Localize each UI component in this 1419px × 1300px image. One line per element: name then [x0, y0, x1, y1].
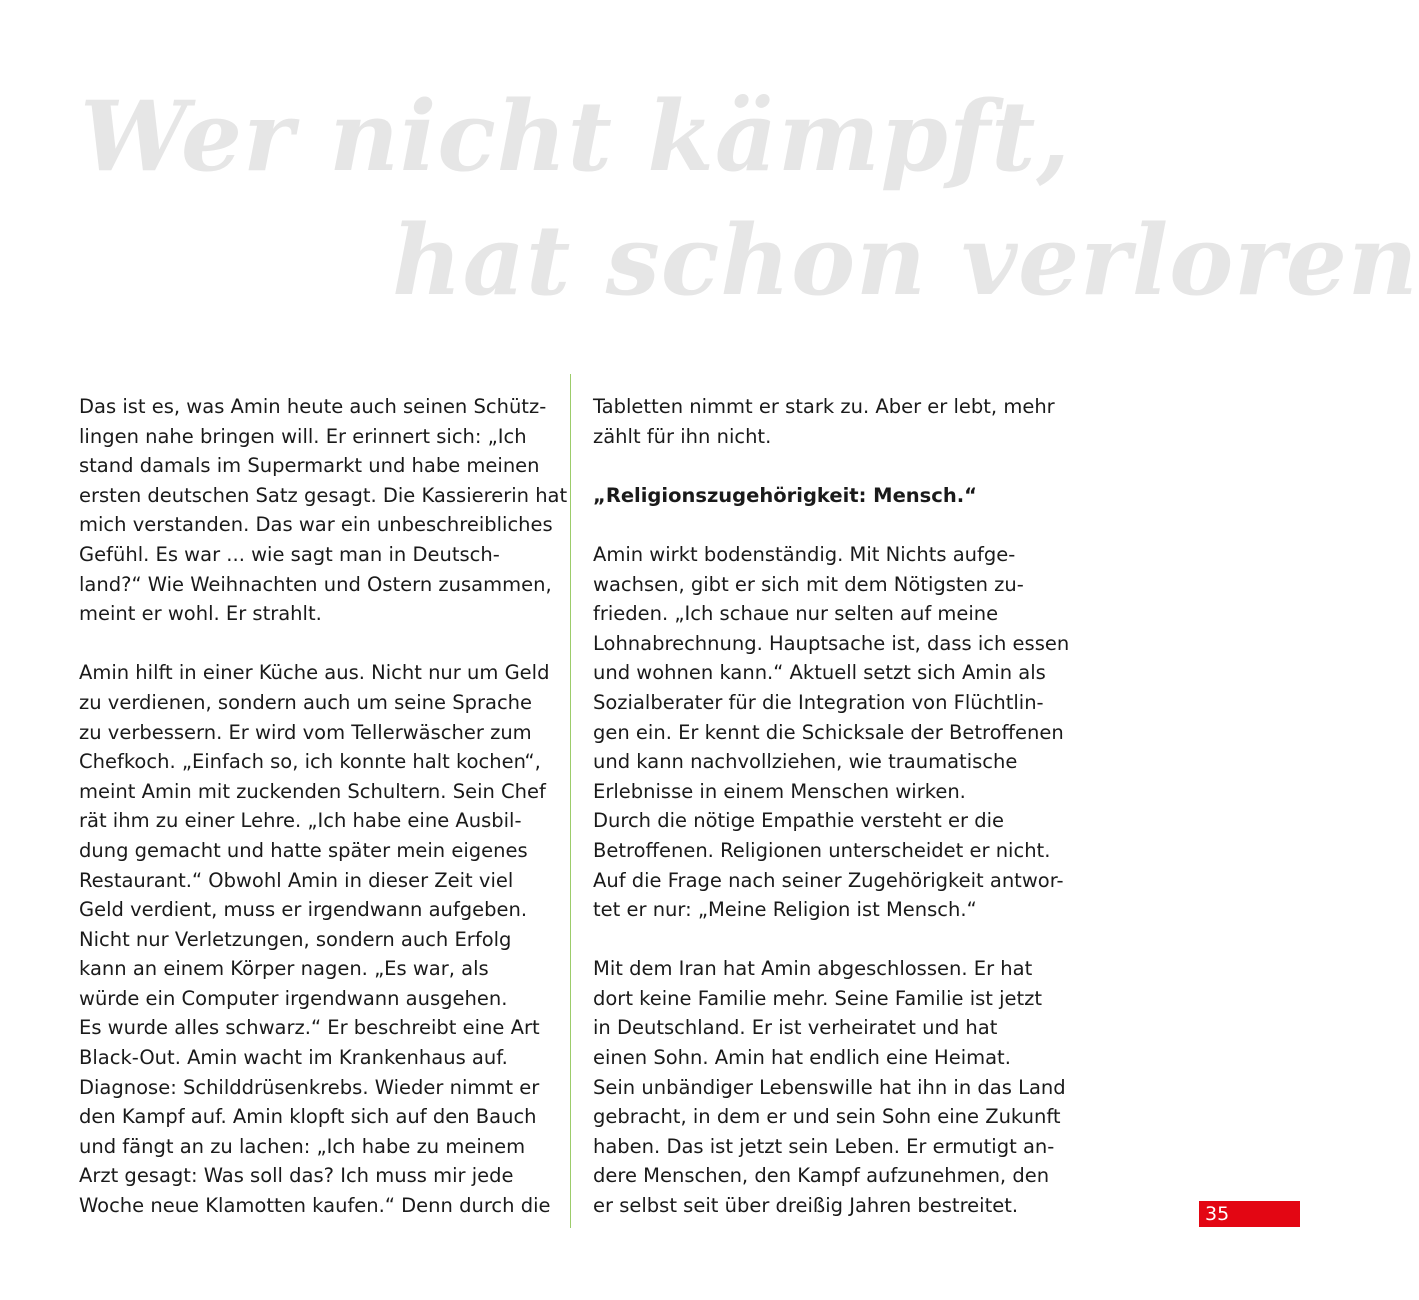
text-line: Auf die Frage nach seiner Zugehörigkeit antwor-	[593, 868, 1064, 892]
text-line: zählt für ihn nicht.	[593, 424, 772, 448]
text-line: würde ein Computer irgendwann ausgehen.	[79, 986, 508, 1010]
text-line: lingen nahe bringen will. Er erinnert sich: „Ich	[79, 424, 527, 448]
left-column	[79, 392, 568, 1221]
text-line: gen ein. Er kennt die Schicksale der Betroffenen	[593, 720, 1064, 744]
text-line: frieden. „Ich schaue nur selten auf meine	[593, 602, 999, 626]
paragraph	[593, 954, 1073, 1220]
column-divider	[570, 374, 571, 1228]
text-line: haben. Das ist jetzt sein Leben. Er ermutigt an-	[593, 1134, 1055, 1158]
text-line: und fängt an zu lachen: „Ich habe zu meinem	[79, 1134, 526, 1158]
text-line: dung gemacht und hatte später mein eigenes	[79, 838, 528, 862]
text-line: Erlebnisse in einem Menschen wirken.	[593, 779, 966, 803]
text-line: Nicht nur Verletzungen, sondern auch Erfolg	[79, 927, 512, 951]
text-line: zu verbessern. Er wird vom Tellerwäscher zum	[79, 720, 532, 744]
text-line: Chefkoch. „Einfach so, ich konnte halt kochen“,	[79, 750, 541, 774]
subheading-text: „Religionszugehörigkeit: Mensch.“	[593, 483, 977, 507]
text-line: meint er wohl. Er strahlt.	[79, 602, 322, 626]
paragraph	[79, 392, 568, 629]
text-line: Tabletten nimmt er stark zu. Aber er lebt, mehr	[593, 395, 1055, 418]
text-line: mich verstanden. Das war ein unbeschreibliches	[79, 513, 553, 537]
page-number: 35	[1205, 1203, 1230, 1225]
text-line: dere Menschen, den Kampf aufzunehmen, den	[593, 1164, 1050, 1188]
text-line: Durch die nötige Empathie versteht er die	[593, 809, 1004, 833]
text-line: rät ihm zu einer Lehre. „Ich habe eine Ausbil-	[79, 809, 522, 833]
text-line: Mit dem Iran hat Amin abgeschlossen. Er hat	[593, 957, 1033, 981]
text-line: Amin hilft in einer Küche aus. Nicht nur um Geld	[79, 661, 550, 685]
text-line: stand damals im Supermarkt und habe meinen	[79, 454, 540, 478]
text-line: tet er nur: „Meine Religion ist Mensch.“	[593, 898, 977, 922]
text-line: land?“ Wie Weihnachten und Ostern zusammen,	[79, 572, 552, 596]
text-line: kann an einem Körper nagen. „Es war, als	[79, 957, 489, 981]
text-line: und kann nachvollziehen, wie traumatische	[593, 750, 1018, 774]
text-line: dort keine Familie mehr. Seine Familie ist jetzt	[593, 986, 1043, 1010]
headline	[0, 0, 1419, 320]
section-subheading	[593, 481, 1073, 511]
text-line: einen Sohn. Amin hat endlich eine Heimat.	[593, 1046, 1011, 1070]
text-line: meint Amin mit zuckenden Schultern. Sein Chef	[79, 779, 546, 803]
paragraph	[593, 540, 1073, 925]
text-line: Woche neue Klamotten kaufen.“ Denn durch die	[79, 1194, 551, 1218]
text-line: ersten deutschen Satz gesagt. Die Kassiererin hat	[79, 483, 568, 507]
text-line: Gefühl. Es war ... wie sagt man in Deutsch-	[79, 542, 500, 566]
text-line: Amin wirkt bodenständig. Mit Nichts aufge-	[593, 542, 1016, 566]
right-column	[593, 392, 1073, 1221]
text-line: Sozialberater für die Integration von Flüchtlin-	[593, 690, 1044, 714]
text-line: und wohnen kann.“ Aktuell setzt sich Amin als	[593, 661, 1046, 685]
page-number-badge	[1199, 1201, 1300, 1227]
text-line: er selbst seit über dreißig Jahren bestreitet.	[593, 1194, 1019, 1218]
text-line: in Deutschland. Er ist verheiratet und hat	[593, 1016, 998, 1040]
text-line: Es wurde alles schwarz.“ Er beschreibt eine Art	[79, 1016, 540, 1040]
text-line: wachsen, gibt er sich mit dem Nötigsten zu-	[593, 572, 1024, 596]
text-line: Das ist es, was Amin heute auch seinen Schütz-	[79, 395, 547, 418]
text-line: gebracht, in dem er und sein Sohn eine Zukunft	[593, 1105, 1061, 1129]
text-line: Diagnose: Schilddrüsenkrebs. Wieder nimmt er	[79, 1075, 540, 1099]
text-line: Geld verdient, muss er irgendwann aufgeben.	[79, 898, 528, 922]
paragraph	[79, 658, 559, 1220]
text-line: zu verdienen, sondern auch um seine Sprache	[79, 690, 533, 714]
text-line: Restaurant.“ Obwohl Amin in dieser Zeit viel	[79, 868, 514, 892]
headline-line-2: hat schon verloren	[392, 204, 1419, 317]
text-line: Black-Out. Amin wacht im Krankenhaus auf.	[79, 1046, 508, 1070]
text-line: den Kampf auf. Amin klopft sich auf den Bauch	[79, 1105, 537, 1129]
text-line: Betroffenen. Religionen unterscheidet er nicht.	[593, 838, 1051, 862]
headline-line-1: Wer nicht kämpft,	[80, 80, 1071, 193]
paragraph	[593, 392, 1073, 451]
text-line: Lohnabrechnung. Hauptsache ist, dass ich essen	[593, 631, 1070, 655]
text-line: Arzt gesagt: Was soll das? Ich muss mir jede	[79, 1164, 514, 1188]
text-line: Sein unbändiger Lebenswille hat ihn in das Land	[593, 1075, 1066, 1099]
